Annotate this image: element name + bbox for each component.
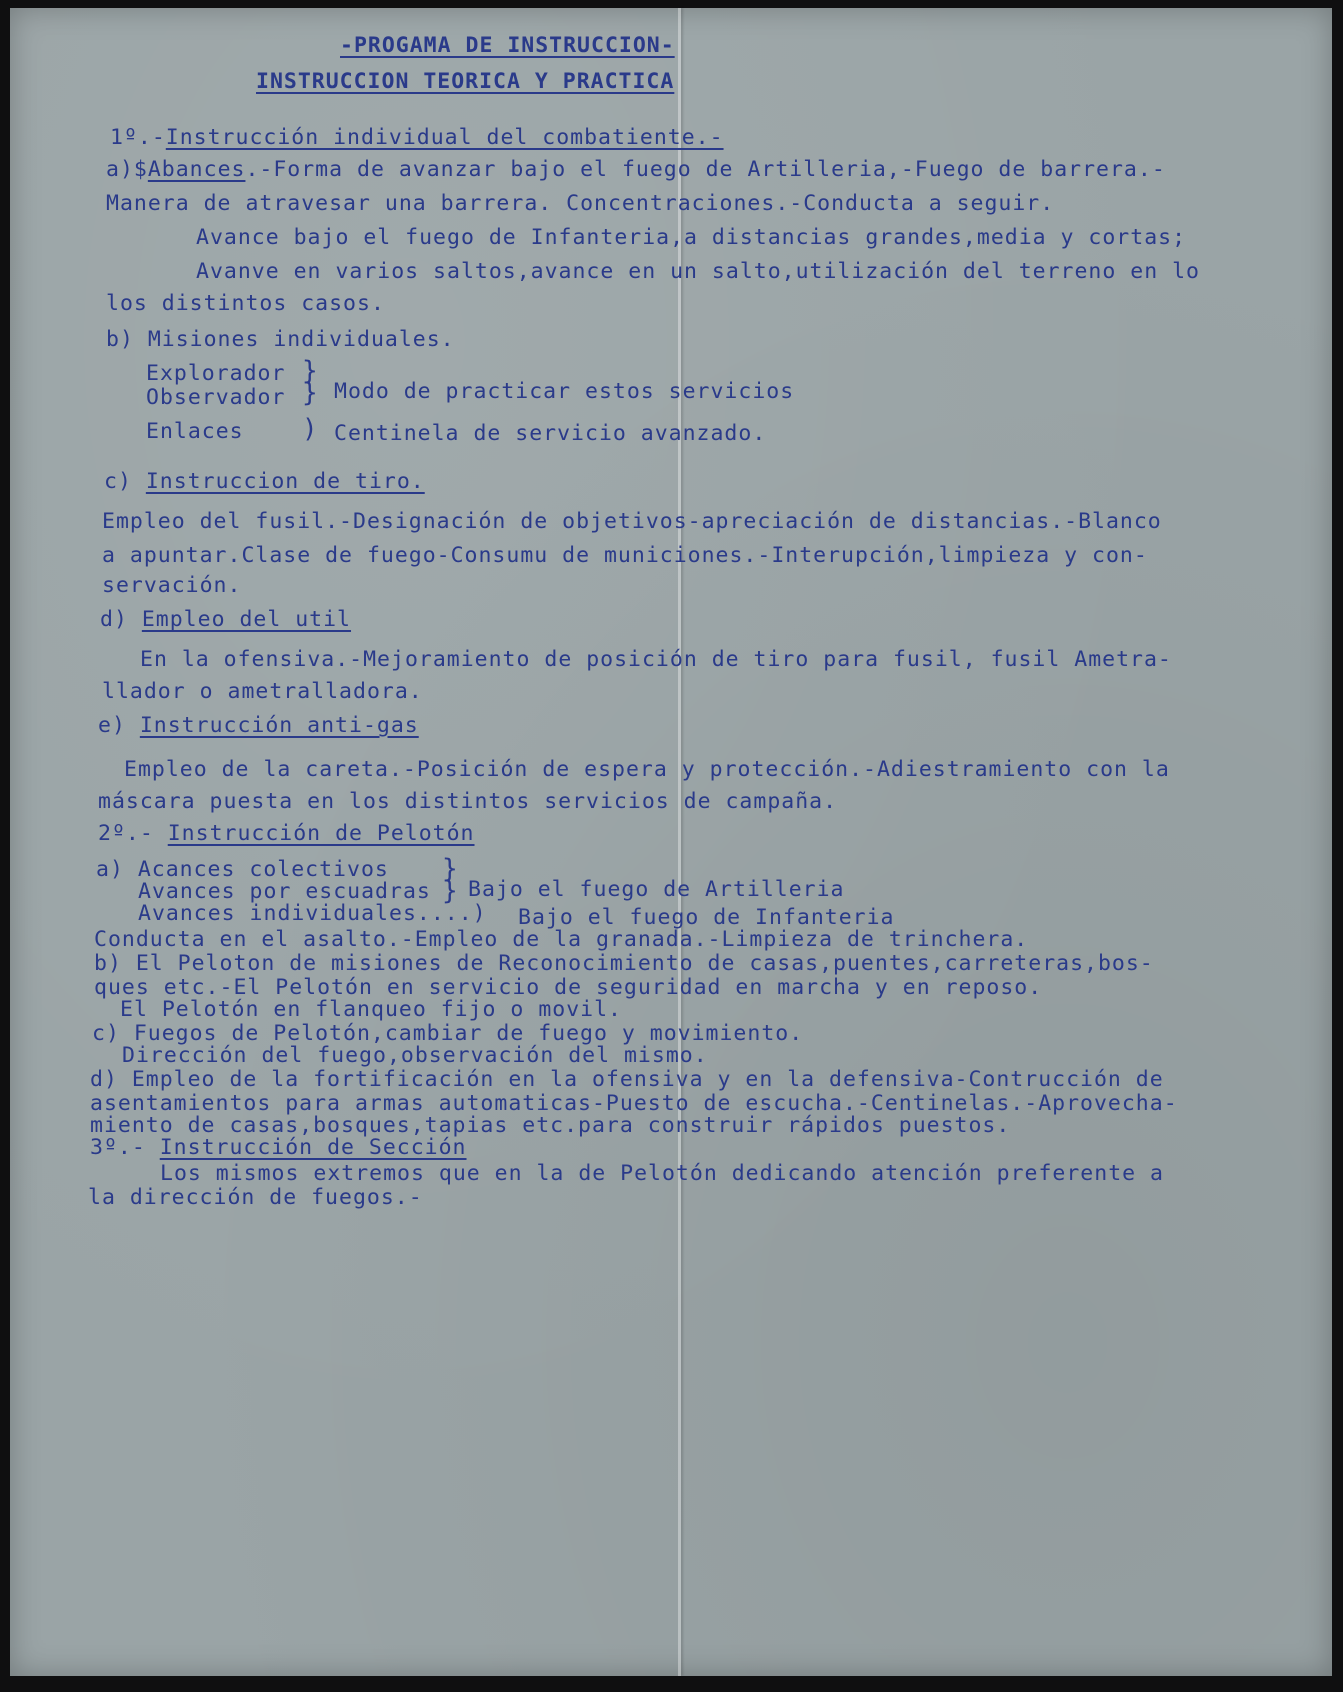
s2a-line-4: Conducta en el asalto.-Empleo de la granada.-Limpieza de trinchera. (94, 927, 1029, 952)
s2-title: Instrucción de Pelotón (167, 821, 475, 846)
s1e-line-1: Empleo de la careta.-Posición de espera y protección.-Adiestramiento con la (124, 757, 1170, 782)
s1e-title: Instrucción anti-gas (139, 713, 419, 738)
s1a-line-4: Avanve en varios saltos,avance en un salto,utilización del terreno en lo (196, 259, 1200, 284)
s1e-label: e) (98, 713, 126, 738)
s2b-line-3: El Pelotón en flanqueo fijo o movil. (120, 997, 622, 1022)
s3-title: Instrucción de Sección (159, 1135, 467, 1160)
s2a-line-1: a) Acances colectivos (96, 857, 389, 882)
s2b-line-2: ques etc.-El Pelotón en servicio de seguridad en marcha y en reposo. (94, 975, 1043, 1000)
s2-number: 2º.- (98, 821, 154, 846)
brace-5: } (442, 876, 458, 906)
s2a-desc-1: Bajo el fuego de Artilleria (468, 877, 845, 902)
s2a-line-2: Avances por escuadras (138, 879, 431, 904)
brace-4: } (442, 854, 458, 884)
s2d-line-3: miento de casas,bosques,tapias etc.para construir rápidos puestos. (90, 1113, 1011, 1138)
s1-number: 1º.- (110, 125, 166, 150)
s1b-item-1: Explorador (146, 361, 286, 386)
document-page (10, 8, 1332, 1676)
title-line-1: -PROGAMA DE INSTRUCCION- (340, 33, 675, 58)
s1a-line-5: los distintos casos. (106, 291, 385, 316)
s2d-line-1: d) Empleo de la fortificación en la ofensiva y en la defensiva-Contrucción de (90, 1067, 1164, 1092)
s1c-title: Instruccion de tiro. (145, 469, 425, 494)
s1a-label: a)$ (106, 157, 148, 182)
s1-heading (110, 126, 724, 150)
s1a-line-3: Avance bajo el fuego de Infanteria,a distancias grandes,media y cortas; (196, 225, 1187, 250)
s1d-heading (100, 608, 351, 632)
s3-line-1: Los mismos extremos que en la de Pelotón dedicando atención preferente a (160, 1161, 1164, 1186)
s1d-line-1: En la ofensiva.-Mejoramiento de posición de tiro para fusil, fusil Ametra- (140, 647, 1172, 672)
s2-heading (98, 822, 475, 846)
s1c-heading (104, 470, 425, 494)
brace-2: } (302, 378, 318, 408)
brace-3: ) (302, 414, 318, 444)
s1d-line-2: llador o ametralladora. (102, 679, 423, 704)
s1b-heading: b) Misiones individuales. (106, 327, 455, 352)
s1b-desc-1: Modo de practicar estos servicios (334, 379, 795, 404)
s2c-line-2: Dirección del fuego,observación del mismo. (122, 1043, 708, 1068)
s3-number: 3º.- (90, 1135, 146, 1160)
s1d-title: Empleo del util (141, 607, 352, 632)
s1a-line-2: Manera de atravesar una barrera. Concentraciones.-Conducta a seguir. (106, 191, 1055, 216)
s3-heading (90, 1136, 467, 1160)
s1b-item-3: Enlaces (146, 419, 244, 444)
s1c-label: c) (104, 469, 132, 494)
s1a-text: .-Forma de avanzar bajo el fuego de Artilleria,-Fuego de barrera.- (245, 157, 1166, 182)
s2b-line-1: b) El Peloton de misiones de Reconocimiento de casas,puentes,carreteras,bos- (94, 951, 1154, 976)
brace-1: } (302, 356, 318, 386)
s3-line-2: la dirección de fuegos.- (88, 1185, 423, 1210)
s1e-heading (98, 714, 419, 738)
s2a-line-3: Avances individuales....) (138, 901, 487, 926)
s2a-desc-2: Bajo el fuego de Infanteria (518, 905, 895, 930)
s1b-item-2: Observador (146, 385, 286, 410)
s1c-line-3: servación. (102, 573, 242, 598)
title-line-2: INSTRUCCION TEORICA Y PRACTICA (256, 69, 675, 94)
s1a-line-1 (106, 158, 1166, 182)
s1c-line-2: a apuntar.Clase de fuego-Consumu de municiones.-Interupción,limpieza y con- (102, 543, 1148, 568)
s1-title: Instrucción individual del combatiente.- (165, 125, 724, 150)
s1d-label: d) (100, 607, 128, 632)
s1e-line-2: máscara puesta en los distintos servicios de campaña. (98, 789, 838, 814)
s2d-line-2: asentamientos para armas automaticas-Puesto de escucha.-Centinelas.-Aprovecha- (90, 1091, 1178, 1116)
s1b-desc-2: Centinela de servicio avanzado. (334, 421, 767, 446)
s2c-line-1: c) Fuegos de Pelotón,cambiar de fuego y movimiento. (92, 1021, 804, 1046)
s1c-line-1: Empleo del fusil.-Designación de objetivos-apreciación de distancias.-Blanco (102, 509, 1162, 534)
s1a-title: Abances (147, 157, 246, 182)
